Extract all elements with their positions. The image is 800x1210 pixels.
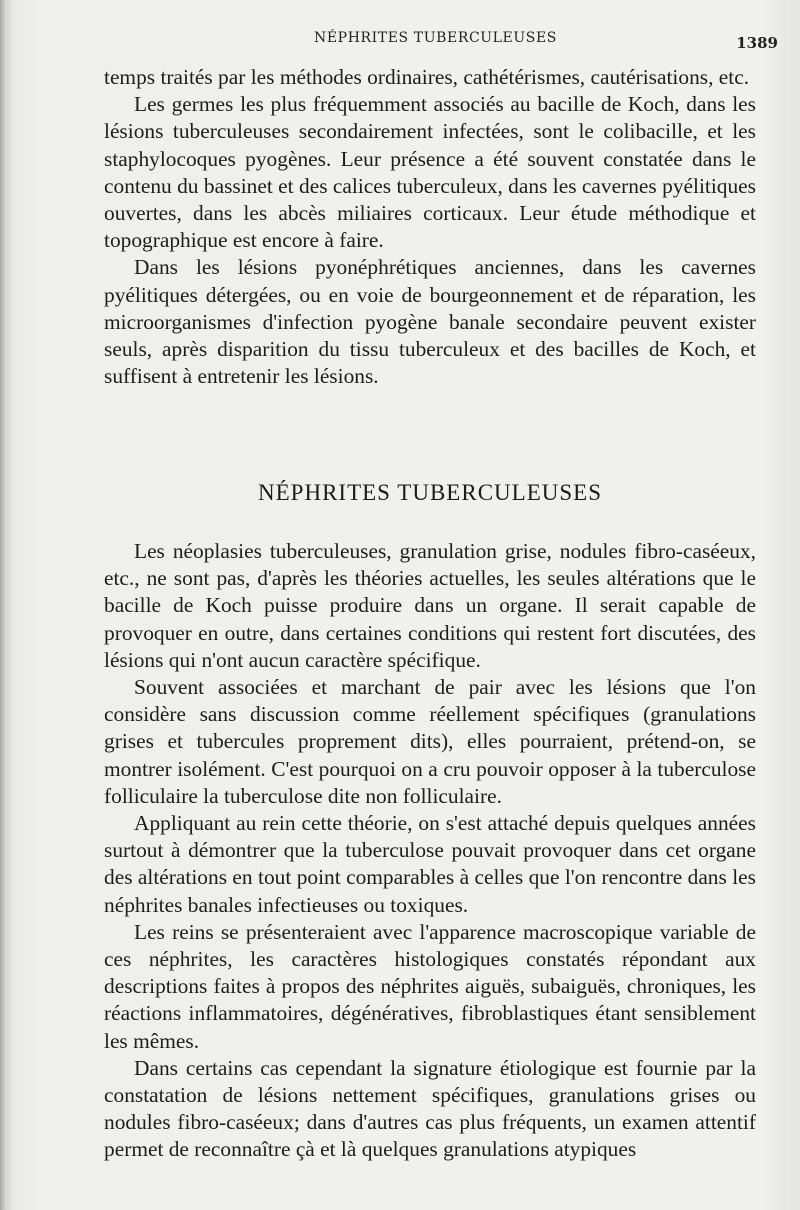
paragraph: Souvent associées et marchant de pair avec les lésions que l'on considère sans discussion comme réellement spécifiques (granulations grises et tubercules proprement dits), elles pourraient, prétend-on, se montrer isolément. C'est pourquoi on a cru pouvoir opposer à la tuberculose folliculaire la tuberculose dite non folliculaire. — [104, 675, 756, 808]
continued-text-block — [104, 64, 756, 390]
paragraph: Dans certains cas cependant la signature étiologique est fournie par la constatation de lésions nettement spécifiques, granulations grises ou nodules fibro-caséeux; dans d'autres cas plus fréquents, un examen attentif permet de reconnaître çà et là quelques granulations atypiques — [104, 1055, 756, 1162]
paragraph: Les néoplasies tuberculeuses, granulation grise, nodules fibro-caséeux, etc., ne sont pas, d'après les théories actuelles, les seules altérations que le bacille de Koch puisse produire dans un organe. Il serait capable de provoquer en outre, dans certaines conditions qui restent fort discutées, des lésions qui n'ont aucun caractère spécifique. — [104, 539, 756, 672]
paragraph: temps traités par les méthodes ordinaires, cathétérismes, cautérisations, etc. — [104, 65, 750, 89]
paragraph: Les reins se présenteraient avec l'apparence macroscopique variable de ces néphrites, les caractères histologiques constatés répondant aux descriptions faites à propos des néphrites aiguës, subaiguës, chroniques, les réactions inflammatoires, dégénératives, fibroblastiques étant sensiblement les mêmes. — [104, 919, 756, 1053]
page-number: 1389 — [736, 34, 778, 52]
paragraph: Dans les lésions pyonéphrétiques anciennes, dans les cavernes pyélitiques détergées, ou en voie de bourgeonnement et de réparation, les microorganismes d'infection pyogène banale secondaire peuvent exister seuls, après disparition du tissu tuberculeux et des bacilles de Koch, et suffisent à entretenir les lésions. — [104, 255, 756, 389]
section-heading: NÉPHRITES TUBERCULEUSES — [258, 480, 602, 505]
running-title: NÉPHRITES TUBERCULEUSES — [314, 30, 557, 46]
running-head — [102, 30, 778, 52]
paragraph: Les germes les plus fréquemment associés au bacille de Koch, dans les lésions tuberculeuses secondairement infectées, sont le colibacille, et les staphylocoques pyogènes. Leur présence a été souvent constatée dans le contenu du bassinet et des calices tuberculeux, dans les cavernes pyélitiques ouvertes, dans les abcès miliaires corticaux. Leur étude méthodique et topographique est encore à faire. — [104, 92, 756, 253]
section-text-block — [104, 538, 756, 1164]
paragraph: Appliquant au rein cette théorie, on s'est attaché depuis quelques années surtout à démontrer que la tuberculose pouvait provoquer dans cet organe des altérations en tout point comparables à celles que l'on rencontre dans les néphrites banales infectieuses ou toxiques. — [104, 811, 756, 917]
